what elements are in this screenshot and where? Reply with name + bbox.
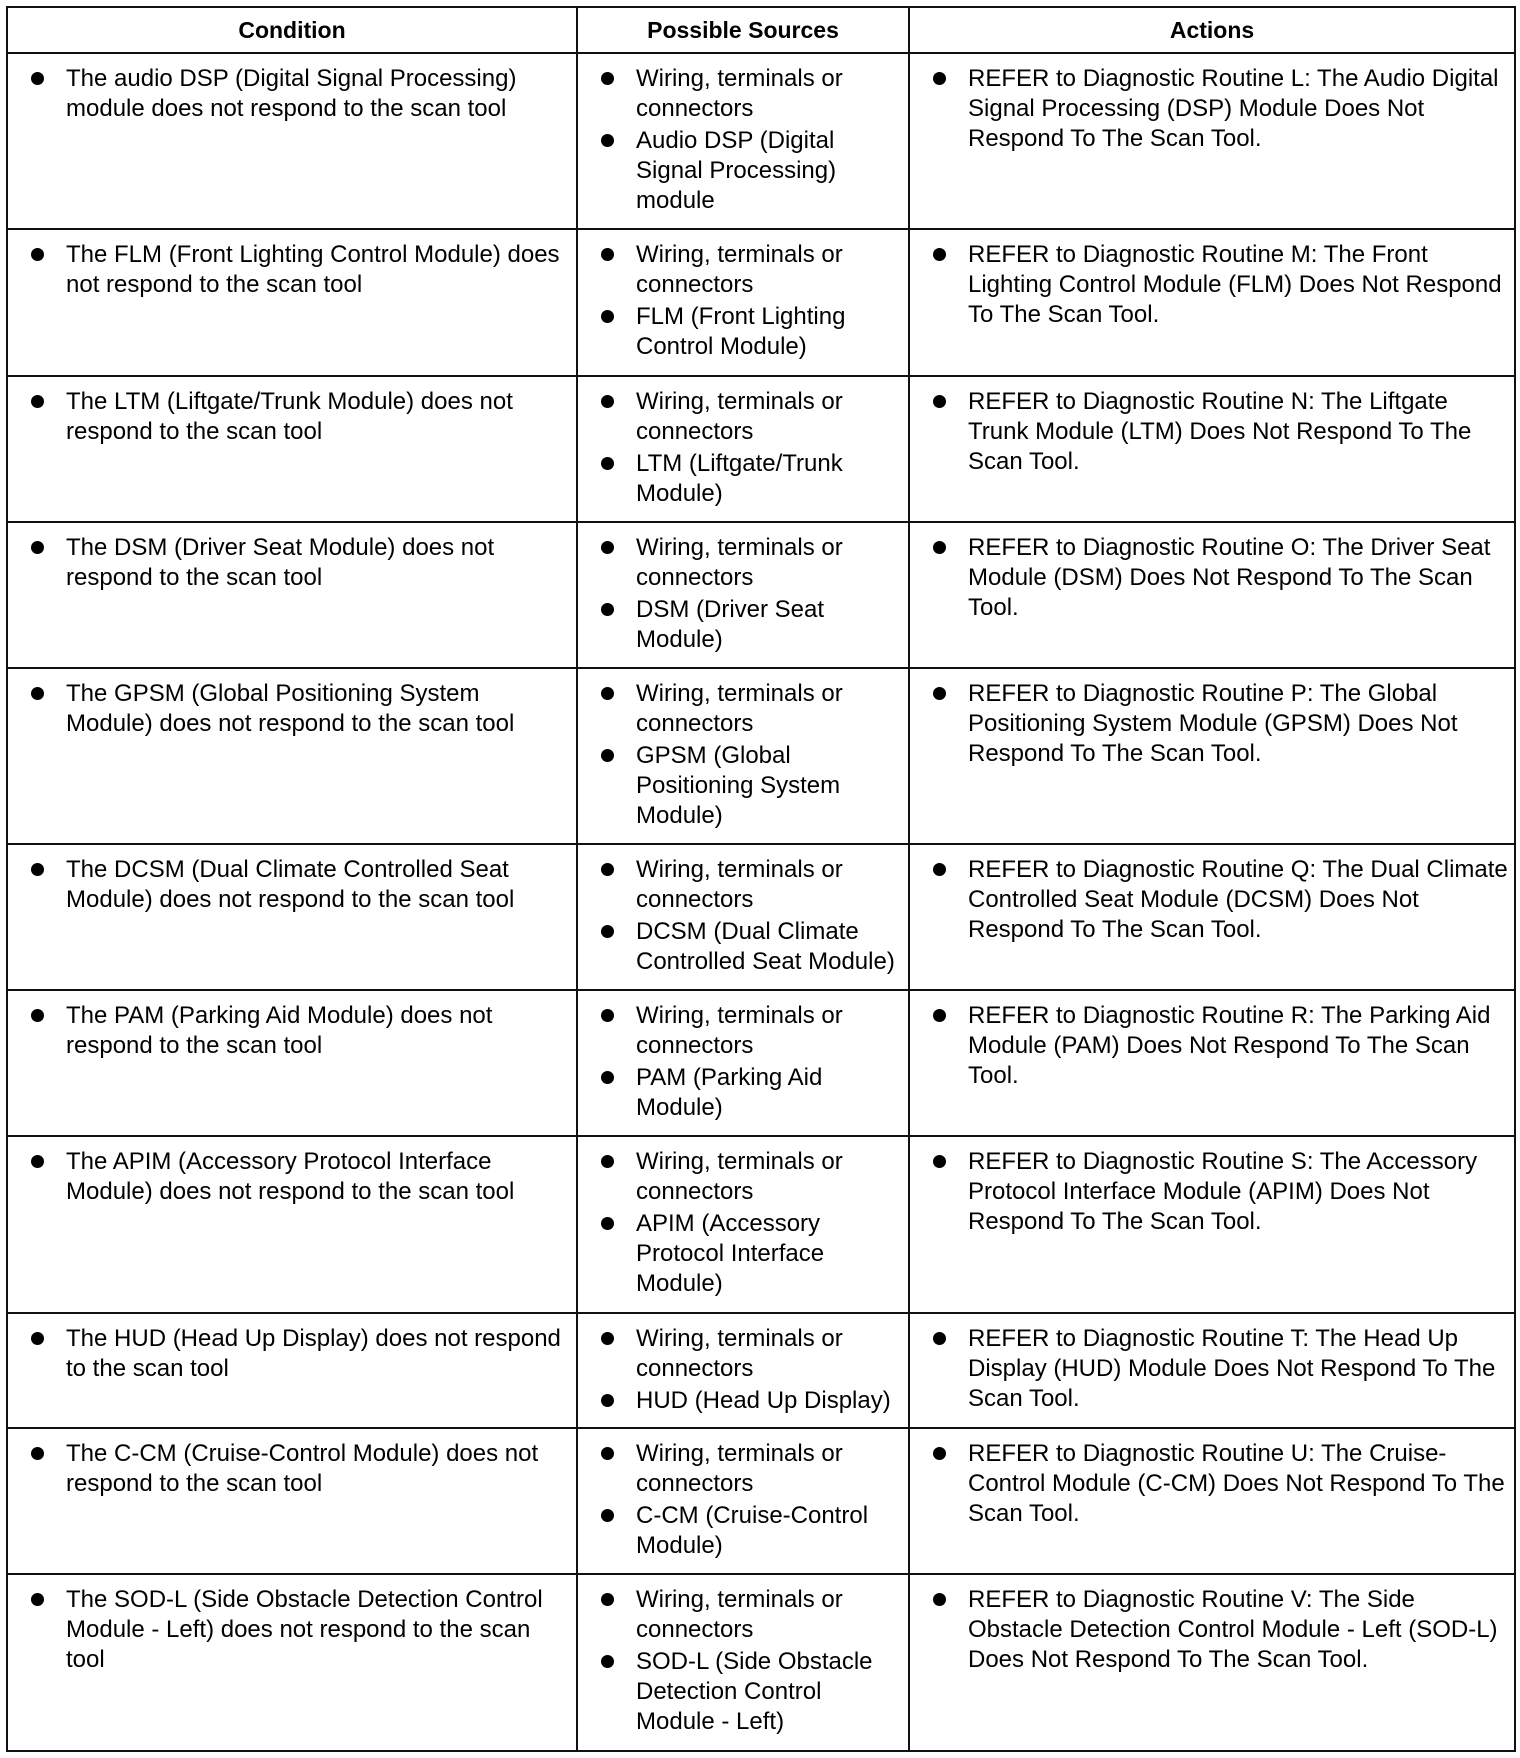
bullet-icon xyxy=(601,1394,614,1407)
table-row xyxy=(7,990,1515,1136)
list-item xyxy=(600,1585,902,1645)
list-item xyxy=(600,855,902,915)
list-item xyxy=(932,1001,1508,1091)
bullet-icon xyxy=(31,1155,44,1168)
bullet-icon xyxy=(601,72,614,85)
header-actions: Actions xyxy=(909,7,1515,53)
table-row xyxy=(7,1313,1515,1429)
source-text: Wiring, terminals or connectors xyxy=(636,241,843,299)
source-text: FLM (Front Lighting Control Module) xyxy=(636,303,846,361)
bullet-icon xyxy=(31,395,44,408)
action-cell xyxy=(909,1428,1515,1574)
action-text: REFER to Diagnostic Routine U: The Cruise-Control Module (C-CM) Does Not Respond To The Scan Tool. xyxy=(968,1440,1505,1528)
list-item xyxy=(30,855,570,915)
condition-text: The HUD (Head Up Display) does not respond to the scan tool xyxy=(66,1324,561,1382)
list-item xyxy=(600,595,902,655)
diagnostic-table xyxy=(6,6,1516,1752)
source-text: HUD (Head Up Display) xyxy=(636,1386,891,1414)
source-text: Wiring, terminals or connectors xyxy=(636,1148,843,1206)
sources-cell xyxy=(577,1136,909,1312)
bullet-icon xyxy=(933,1447,946,1460)
table-row xyxy=(7,229,1515,375)
condition-cell xyxy=(7,668,577,844)
condition-cell xyxy=(7,1136,577,1312)
bullet-icon xyxy=(31,1593,44,1606)
list-item xyxy=(600,741,902,831)
action-cell xyxy=(909,1574,1515,1751)
header-possible-sources: Possible Sources xyxy=(577,7,909,53)
list-item xyxy=(600,1147,902,1207)
bullet-icon xyxy=(601,395,614,408)
list-item xyxy=(600,240,902,300)
bullet-icon xyxy=(601,925,614,938)
condition-text: The GPSM (Global Positioning System Module) does not respond to the scan tool xyxy=(66,679,515,737)
sources-cell xyxy=(577,844,909,990)
condition-cell xyxy=(7,53,577,229)
list-item xyxy=(30,679,570,739)
list-item xyxy=(600,387,902,447)
source-text: Wiring, terminals or connectors xyxy=(636,65,843,122)
list-item xyxy=(600,679,902,739)
list-item xyxy=(600,64,902,124)
list-item xyxy=(932,240,1508,330)
bullet-icon xyxy=(601,541,614,554)
condition-cell xyxy=(7,1313,577,1429)
condition-text: The APIM (Accessory Protocol Interface Module) does not respond to the scan tool xyxy=(66,1148,515,1206)
action-text: REFER to Diagnostic Routine Q: The Dual Climate Controlled Seat Module (DCSM) Does Not Respond To The Scan Tool. xyxy=(968,856,1508,944)
list-item xyxy=(932,1147,1508,1237)
action-cell xyxy=(909,1313,1515,1429)
bullet-icon xyxy=(933,72,946,85)
bullet-icon xyxy=(31,863,44,876)
condition-cell xyxy=(7,1574,577,1751)
bullet-icon xyxy=(601,1447,614,1460)
condition-text: The C-CM (Cruise-Control Module) does not respond to the scan tool xyxy=(66,1440,539,1498)
condition-text: The DSM (Driver Seat Module) does not respond to the scan tool xyxy=(66,533,495,591)
list-item xyxy=(600,126,902,216)
action-cell xyxy=(909,376,1515,522)
bullet-icon xyxy=(601,1071,614,1084)
action-cell xyxy=(909,229,1515,375)
condition-cell xyxy=(7,844,577,990)
sources-cell xyxy=(577,229,909,375)
action-text: REFER to Diagnostic Routine N: The Liftgate Trunk Module (LTM) Does Not Respond To The Scan Tool. xyxy=(968,387,1472,475)
list-item xyxy=(600,1063,902,1123)
list-item xyxy=(932,387,1508,477)
source-text: Wiring, terminals or connectors xyxy=(636,1440,843,1498)
sources-cell xyxy=(577,1574,909,1751)
bullet-icon xyxy=(601,457,614,470)
sources-cell xyxy=(577,376,909,522)
list-item xyxy=(30,1324,570,1384)
bullet-icon xyxy=(933,395,946,408)
bullet-icon xyxy=(601,1509,614,1522)
bullet-icon xyxy=(601,749,614,762)
bullet-icon xyxy=(933,1332,946,1345)
list-item xyxy=(600,1324,902,1384)
action-text: REFER to Diagnostic Routine V: The Side Obstacle Detection Control Module - Left (SOD-L) Does Not Respond To The Scan Tool. xyxy=(968,1586,1498,1674)
bullet-icon xyxy=(31,248,44,261)
condition-text: The PAM (Parking Aid Module) does not respond to the scan tool xyxy=(66,1002,493,1060)
action-cell xyxy=(909,522,1515,668)
sources-cell xyxy=(577,1313,909,1429)
bullet-icon xyxy=(601,1593,614,1606)
table-row xyxy=(7,668,1515,844)
list-item xyxy=(30,64,570,124)
bullet-icon xyxy=(601,687,614,700)
bullet-icon xyxy=(601,1332,614,1345)
sources-cell xyxy=(577,522,909,668)
condition-text: The audio DSP (Digital Signal Processing) module does not respond to the scan tool xyxy=(66,65,517,122)
list-item xyxy=(30,387,570,447)
bullet-icon xyxy=(601,1155,614,1168)
list-item xyxy=(30,533,570,593)
list-item xyxy=(932,64,1508,154)
bullet-icon xyxy=(31,541,44,554)
list-item xyxy=(932,533,1508,623)
condition-cell xyxy=(7,229,577,375)
bullet-icon xyxy=(31,72,44,85)
bullet-icon xyxy=(601,248,614,261)
list-item xyxy=(30,1001,570,1061)
source-text: Wiring, terminals or connectors xyxy=(636,1586,843,1644)
table-row xyxy=(7,1428,1515,1574)
source-text: Wiring, terminals or connectors xyxy=(636,1002,843,1060)
sources-cell xyxy=(577,990,909,1136)
condition-text: The DCSM (Dual Climate Controlled Seat Module) does not respond to the scan tool xyxy=(66,856,515,914)
action-cell xyxy=(909,1136,1515,1312)
source-text: SOD-L (Side Obstacle Detection Control Module - Left) xyxy=(636,1648,873,1736)
header-row xyxy=(7,7,1515,53)
condition-cell xyxy=(7,990,577,1136)
source-text: PAM (Parking Aid Module) xyxy=(636,1064,823,1122)
bullet-icon xyxy=(933,863,946,876)
action-text: REFER to Diagnostic Routine L: The Audio Digital Signal Processing (DSP) Module Does Not Respond To The Scan Tool. xyxy=(968,65,1499,152)
bullet-icon xyxy=(933,1155,946,1168)
sources-cell xyxy=(577,53,909,229)
bullet-icon xyxy=(601,863,614,876)
source-text: Wiring, terminals or connectors xyxy=(636,1324,843,1382)
source-text: Wiring, terminals or connectors xyxy=(636,387,843,445)
bullet-icon xyxy=(31,1447,44,1460)
condition-cell xyxy=(7,522,577,668)
bullet-icon xyxy=(601,1009,614,1022)
list-item xyxy=(932,1439,1508,1529)
action-text: REFER to Diagnostic Routine T: The Head Up Display (HUD) Module Does Not Respond To The Scan Tool. xyxy=(968,1324,1496,1412)
list-item xyxy=(600,533,902,593)
bullet-icon xyxy=(601,603,614,616)
bullet-icon xyxy=(601,134,614,147)
table-row xyxy=(7,376,1515,522)
bullet-icon xyxy=(601,1217,614,1230)
list-item xyxy=(932,855,1508,945)
list-item xyxy=(30,1439,570,1499)
list-item xyxy=(932,679,1508,769)
action-text: REFER to Diagnostic Routine O: The Driver Seat Module (DSM) Does Not Respond To The Scan Tool. xyxy=(968,533,1491,621)
list-item xyxy=(600,1647,902,1737)
list-item xyxy=(600,1001,902,1061)
action-text: REFER to Diagnostic Routine R: The Parking Aid Module (PAM) Does Not Respond To The Scan Tool. xyxy=(968,1002,1491,1090)
source-text: GPSM (Global Positioning System Module) xyxy=(636,741,841,829)
source-text: Audio DSP (Digital Signal Processing) module xyxy=(636,127,837,214)
condition-text: The FLM (Front Lighting Control Module) does not respond to the scan tool xyxy=(66,241,560,299)
list-item xyxy=(932,1324,1508,1414)
list-item xyxy=(600,1439,902,1499)
list-item xyxy=(30,1147,570,1207)
bullet-icon xyxy=(933,687,946,700)
table-row xyxy=(7,844,1515,990)
bullet-icon xyxy=(933,541,946,554)
source-text: APIM (Accessory Protocol Interface Module) xyxy=(636,1210,825,1298)
action-text: REFER to Diagnostic Routine M: The Front Lighting Control Module (FLM) Does Not Respond To The Scan Tool. xyxy=(968,241,1502,329)
bullet-icon xyxy=(31,1009,44,1022)
bullet-icon xyxy=(31,1332,44,1345)
bullet-icon xyxy=(933,1009,946,1022)
source-text: DCSM (Dual Climate Controlled Seat Module) xyxy=(636,918,895,976)
condition-text: The LTM (Liftgate/Trunk Module) does not respond to the scan tool xyxy=(66,387,513,445)
bullet-icon xyxy=(601,1655,614,1668)
action-cell xyxy=(909,990,1515,1136)
list-item xyxy=(30,240,570,300)
list-item xyxy=(600,1209,902,1299)
source-text: C-CM (Cruise-Control Module) xyxy=(636,1502,869,1560)
table-row xyxy=(7,1136,1515,1312)
sources-cell xyxy=(577,668,909,844)
source-text: Wiring, terminals or connectors xyxy=(636,856,843,914)
condition-cell xyxy=(7,376,577,522)
sources-cell xyxy=(577,1428,909,1574)
bullet-icon xyxy=(601,310,614,323)
action-cell xyxy=(909,668,1515,844)
source-text: Wiring, terminals or connectors xyxy=(636,679,843,737)
table-row xyxy=(7,522,1515,668)
table-row xyxy=(7,53,1515,229)
source-text: LTM (Liftgate/Trunk Module) xyxy=(636,449,843,507)
header-condition: Condition xyxy=(7,7,577,53)
source-text: DSM (Driver Seat Module) xyxy=(636,595,825,653)
list-item xyxy=(600,449,902,509)
list-item xyxy=(600,917,902,977)
list-item xyxy=(30,1585,570,1675)
action-text: REFER to Diagnostic Routine S: The Accessory Protocol Interface Module (APIM) Does Not Respond To The Scan Tool. xyxy=(968,1148,1478,1236)
condition-cell xyxy=(7,1428,577,1574)
list-item xyxy=(932,1585,1508,1675)
source-text: Wiring, terminals or connectors xyxy=(636,533,843,591)
list-item xyxy=(600,1501,902,1561)
action-cell xyxy=(909,53,1515,229)
table-row xyxy=(7,1574,1515,1751)
bullet-icon xyxy=(933,248,946,261)
list-item xyxy=(600,1386,902,1416)
bullet-icon xyxy=(933,1593,946,1606)
bullet-icon xyxy=(31,687,44,700)
action-text: REFER to Diagnostic Routine P: The Global Positioning System Module (GPSM) Does Not Respond To The Scan Tool. xyxy=(968,679,1458,767)
action-cell xyxy=(909,844,1515,990)
condition-text: The SOD-L (Side Obstacle Detection Control Module - Left) does not respond to the scan tool xyxy=(66,1586,543,1674)
list-item xyxy=(600,302,902,362)
